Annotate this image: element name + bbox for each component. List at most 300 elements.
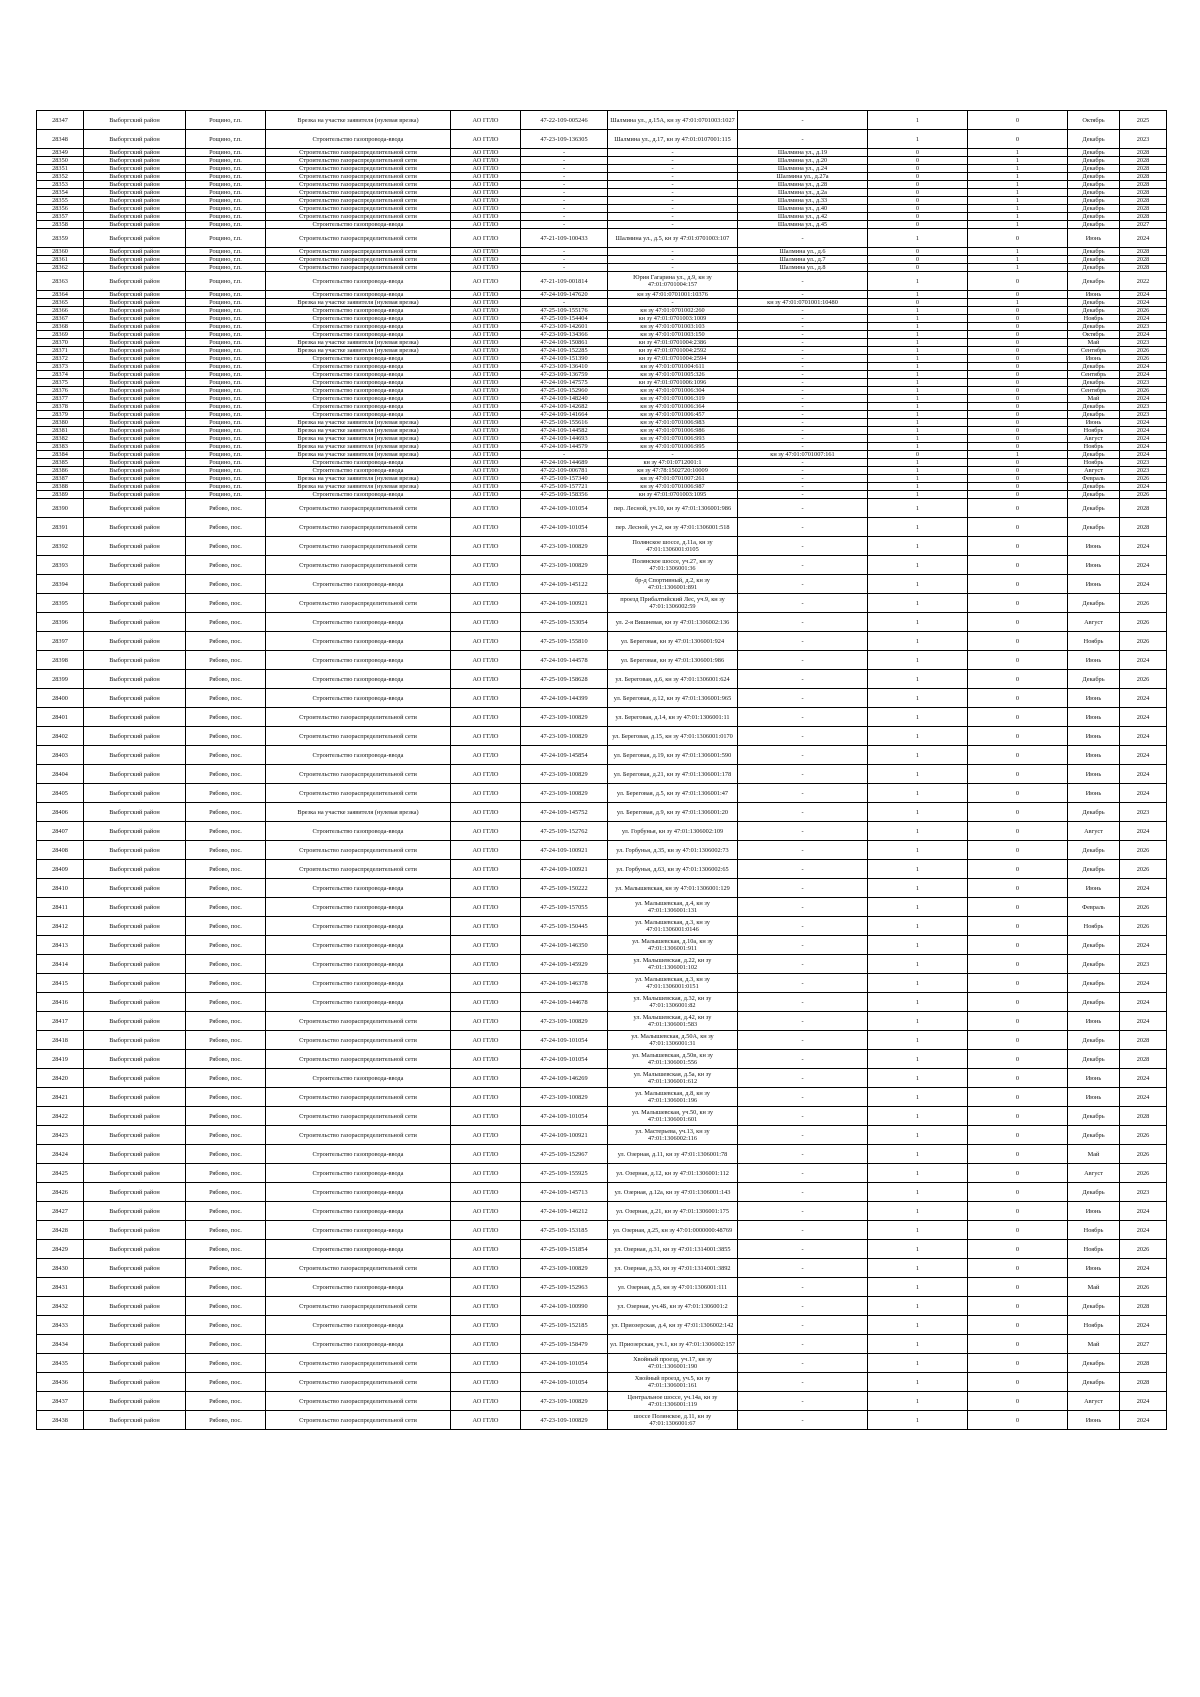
cell-addr1: - xyxy=(608,189,738,197)
cell-settlement: Рябово, пос. xyxy=(186,993,266,1012)
table-row xyxy=(37,213,1167,221)
cell-work: Строительство газораспределительной сети xyxy=(266,765,451,784)
cell-settlement: Рябово, пос. xyxy=(186,1335,266,1354)
cell-contract: 47-23-109-142601 xyxy=(521,323,608,331)
cell-q1: 1 xyxy=(868,1164,968,1183)
cell-addr2: - xyxy=(738,1373,868,1392)
cell-org: АО ГГЛО xyxy=(451,395,521,403)
cell-work: Строительство газораспределительной сети xyxy=(266,229,451,248)
cell-org: АО ГГЛО xyxy=(451,917,521,936)
cell-q2: 0 xyxy=(968,898,1068,917)
cell-id: 28412 xyxy=(37,917,84,936)
cell-q1: 1 xyxy=(868,613,968,632)
cell-year: 2024 xyxy=(1120,575,1167,594)
cell-work: Строительство газопровода-ввода xyxy=(266,387,451,395)
cell-org: АО ГГЛО xyxy=(451,708,521,727)
cell-addr1: кн зу 47:01:0701001:10376 xyxy=(608,291,738,299)
cell-settlement: Рощино, г.п. xyxy=(186,483,266,491)
cell-contract: - xyxy=(521,264,608,272)
cell-id: 28426 xyxy=(37,1183,84,1202)
cell-org: АО ГГЛО xyxy=(451,993,521,1012)
cell-addr1: - xyxy=(608,149,738,157)
cell-work: Врезка на участке заявителя (нулевая врезка) xyxy=(266,803,451,822)
cell-settlement: Рощино, г.п. xyxy=(186,111,266,130)
cell-contract: - xyxy=(521,181,608,189)
cell-work: Строительство газораспределительной сети xyxy=(266,1012,451,1031)
cell-month: Декабрь xyxy=(1068,363,1120,371)
cell-addr2: - xyxy=(738,898,868,917)
cell-year: 2028 xyxy=(1120,264,1167,272)
cell-district: Выборгский район xyxy=(84,1373,186,1392)
cell-settlement: Рощино, г.п. xyxy=(186,299,266,307)
cell-settlement: Рощино, г.п. xyxy=(186,181,266,189)
cell-addr2: - xyxy=(738,993,868,1012)
cell-addr2: - xyxy=(738,1411,868,1430)
cell-q2: 0 xyxy=(968,475,1068,483)
cell-q2: 0 xyxy=(968,1145,1068,1164)
cell-q2: 0 xyxy=(968,841,1068,860)
table-row xyxy=(37,363,1167,371)
cell-work: Строительство газораспределительной сети xyxy=(266,784,451,803)
table-row xyxy=(37,272,1167,291)
cell-addr1: ул. Береговая, д.19, кн зу 47:01:1306001:590 xyxy=(608,746,738,765)
cell-work: Строительство газораспределительной сети xyxy=(266,727,451,746)
cell-settlement: Рябово, пос. xyxy=(186,1373,266,1392)
cell-month: Декабрь xyxy=(1068,149,1120,157)
cell-q1: 1 xyxy=(868,347,968,355)
table-row xyxy=(37,613,1167,632)
cell-work: Строительство газораспределительной сети xyxy=(266,157,451,165)
cell-settlement: Рябово, пос. xyxy=(186,1259,266,1278)
table-row xyxy=(37,1411,1167,1430)
cell-addr1: - xyxy=(608,256,738,264)
table-row xyxy=(37,173,1167,181)
cell-month: Июнь xyxy=(1068,1202,1120,1221)
cell-org: АО ГГЛО xyxy=(451,670,521,689)
cell-month: Ноябрь xyxy=(1068,459,1120,467)
cell-district: Выборгский район xyxy=(84,917,186,936)
cell-org: АО ГГЛО xyxy=(451,841,521,860)
cell-year: 2023 xyxy=(1120,130,1167,149)
cell-q1: 1 xyxy=(868,898,968,917)
cell-id: 28416 xyxy=(37,993,84,1012)
cell-q1: 1 xyxy=(868,307,968,315)
cell-contract: 47-24-109-146269 xyxy=(521,1069,608,1088)
cell-addr1: Шалмина ул., д.15А, кн зу 47:01:0701003:1027 xyxy=(608,111,738,130)
cell-work: Строительство газораспределительной сети xyxy=(266,1373,451,1392)
cell-month: Декабрь xyxy=(1068,483,1120,491)
cell-contract: 47-23-109-100829 xyxy=(521,1392,608,1411)
cell-year: 2024 xyxy=(1120,784,1167,803)
cell-addr1: - xyxy=(608,299,738,307)
cell-addr2: - xyxy=(738,443,868,451)
cell-district: Выборгский район xyxy=(84,331,186,339)
cell-addr2: - xyxy=(738,363,868,371)
cell-addr1: - xyxy=(608,205,738,213)
cell-addr2: - xyxy=(738,1221,868,1240)
cell-id: 28397 xyxy=(37,632,84,651)
cell-work: Строительство газопровода-ввода xyxy=(266,403,451,411)
cell-year: 2024 xyxy=(1120,746,1167,765)
cell-settlement: Рощино, г.п. xyxy=(186,371,266,379)
cell-settlement: Рощино, г.п. xyxy=(186,339,266,347)
cell-district: Выборгский район xyxy=(84,307,186,315)
cell-q1: 1 xyxy=(868,1297,968,1316)
cell-org: АО ГГЛО xyxy=(451,955,521,974)
cell-month: Август xyxy=(1068,467,1120,475)
cell-id: 28432 xyxy=(37,1297,84,1316)
cell-settlement: Рябово, пос. xyxy=(186,594,266,613)
cell-addr2: - xyxy=(738,879,868,898)
cell-year: 2028 xyxy=(1120,1297,1167,1316)
cell-district: Выборгский район xyxy=(84,936,186,955)
cell-district: Выборгский район xyxy=(84,347,186,355)
cell-id: 28400 xyxy=(37,689,84,708)
cell-addr1: ул. Приозерская, д.4, кн зу 47:01:1306002:142 xyxy=(608,1316,738,1335)
cell-contract: 47-25-109-150222 xyxy=(521,879,608,898)
cell-addr1: ул. Малышевская, уч.50, кн зу 47:01:1306001:601 xyxy=(608,1107,738,1126)
cell-addr2: - xyxy=(738,689,868,708)
cell-addr1: ул. Береговая, д.12, кн зу 47:01:1306001:965 xyxy=(608,689,738,708)
cell-addr1: Полянское шоссе, д.11а, кн зу 47:01:1306001:0105 xyxy=(608,537,738,556)
cell-q1: 1 xyxy=(868,746,968,765)
cell-q1: 1 xyxy=(868,803,968,822)
cell-addr1: кн зу 47:01:0701005:326 xyxy=(608,371,738,379)
table-row xyxy=(37,181,1167,189)
cell-id: 28409 xyxy=(37,860,84,879)
cell-year: 2024 xyxy=(1120,974,1167,993)
cell-settlement: Рощино, г.п. xyxy=(186,256,266,264)
cell-q1: 0 xyxy=(868,181,968,189)
cell-year: 2026 xyxy=(1120,475,1167,483)
cell-addr2: Шалмина ул., д.19 xyxy=(738,149,868,157)
cell-district: Выборгский район xyxy=(84,130,186,149)
cell-settlement: Рябово, пос. xyxy=(186,917,266,936)
cell-district: Выборгский район xyxy=(84,1088,186,1107)
cell-id: 28429 xyxy=(37,1240,84,1259)
cell-year: 2023 xyxy=(1120,339,1167,347)
cell-q1: 0 xyxy=(868,451,968,459)
cell-id: 28352 xyxy=(37,173,84,181)
cell-district: Выборгский район xyxy=(84,765,186,784)
cell-q2: 0 xyxy=(968,1088,1068,1107)
cell-settlement: Рябово, пос. xyxy=(186,727,266,746)
cell-settlement: Рябово, пос. xyxy=(186,1050,266,1069)
cell-settlement: Рябово, пос. xyxy=(186,1145,266,1164)
cell-q1: 1 xyxy=(868,1335,968,1354)
cell-district: Выборгский район xyxy=(84,879,186,898)
cell-settlement: Рощино, г.п. xyxy=(186,363,266,371)
cell-district: Выборгский район xyxy=(84,1183,186,1202)
cell-id: 28417 xyxy=(37,1012,84,1031)
cell-q2: 0 xyxy=(968,727,1068,746)
cell-work: Строительство газораспределительной сети xyxy=(266,165,451,173)
cell-settlement: Рябово, пос. xyxy=(186,822,266,841)
cell-contract: 47-24-109-100921 xyxy=(521,841,608,860)
cell-q1: 1 xyxy=(868,411,968,419)
cell-year: 2026 xyxy=(1120,594,1167,613)
cell-addr1: кн зу 47:01:0701006:986 xyxy=(608,427,738,435)
cell-work: Врезка на участке заявителя (нулевая врезка) xyxy=(266,419,451,427)
cell-year: 2028 xyxy=(1120,173,1167,181)
cell-year: 2024 xyxy=(1120,651,1167,670)
cell-addr2: - xyxy=(738,491,868,499)
cell-district: Выборгский район xyxy=(84,632,186,651)
cell-district: Выборгский район xyxy=(84,355,186,363)
cell-settlement: Рощино, г.п. xyxy=(186,189,266,197)
cell-year: 2027 xyxy=(1120,1335,1167,1354)
cell-year: 2024 xyxy=(1120,765,1167,784)
cell-month: Декабрь xyxy=(1068,213,1120,221)
cell-month: Декабрь xyxy=(1068,205,1120,213)
cell-q1: 1 xyxy=(868,1411,968,1430)
cell-work: Строительство газопровода-ввода xyxy=(266,822,451,841)
cell-q1: 0 xyxy=(868,149,968,157)
cell-year: 2024 xyxy=(1120,1202,1167,1221)
cell-addr1: - xyxy=(608,221,738,229)
cell-q1: 1 xyxy=(868,765,968,784)
cell-settlement: Рощино, г.п. xyxy=(186,229,266,248)
cell-org: АО ГГЛО xyxy=(451,403,521,411)
cell-org: АО ГГЛО xyxy=(451,1297,521,1316)
cell-id: 28356 xyxy=(37,205,84,213)
cell-work: Строительство газораспределительной сети xyxy=(266,248,451,256)
cell-district: Выборгский район xyxy=(84,483,186,491)
cell-month: Сентябрь xyxy=(1068,387,1120,395)
cell-year: 2026 xyxy=(1120,841,1167,860)
cell-settlement: Рябово, пос. xyxy=(186,1221,266,1240)
table-row xyxy=(37,395,1167,403)
cell-id: 28387 xyxy=(37,475,84,483)
cell-work: Строительство газораспределительной сети xyxy=(266,1354,451,1373)
cell-id: 28421 xyxy=(37,1088,84,1107)
cell-addr2: Шалмина ул., д.20 xyxy=(738,157,868,165)
cell-addr2: - xyxy=(738,323,868,331)
cell-work: Строительство газопровода-ввода xyxy=(266,379,451,387)
cell-work: Строительство газопровода-ввода xyxy=(266,746,451,765)
cell-month: Август xyxy=(1068,822,1120,841)
cell-org: АО ГГЛО xyxy=(451,307,521,315)
cell-q1: 1 xyxy=(868,860,968,879)
cell-year: 2028 xyxy=(1120,499,1167,518)
cell-month: Июнь xyxy=(1068,419,1120,427)
cell-settlement: Рябово, пос. xyxy=(186,670,266,689)
cell-q2: 0 xyxy=(968,229,1068,248)
cell-year: 2024 xyxy=(1120,291,1167,299)
cell-district: Выборгский район xyxy=(84,491,186,499)
cell-addr1: ул. Приозерская, уч.1, кн зу 47:01:1306002:157 xyxy=(608,1335,738,1354)
cell-settlement: Рощино, г.п. xyxy=(186,395,266,403)
cell-q1: 0 xyxy=(868,189,968,197)
cell-addr2: - xyxy=(738,475,868,483)
cell-q2: 0 xyxy=(968,1373,1068,1392)
cell-org: АО ГГЛО xyxy=(451,213,521,221)
cell-addr2: Шалмина ул., д.28 xyxy=(738,181,868,189)
cell-q2: 0 xyxy=(968,822,1068,841)
cell-month: Декабрь xyxy=(1068,803,1120,822)
cell-year: 2028 xyxy=(1120,1354,1167,1373)
cell-contract: 47-24-109-146212 xyxy=(521,1202,608,1221)
cell-org: АО ГГЛО xyxy=(451,1316,521,1335)
cell-q2: 0 xyxy=(968,689,1068,708)
table-row xyxy=(37,435,1167,443)
cell-settlement: Рощино, г.п. xyxy=(186,491,266,499)
cell-district: Выборгский район xyxy=(84,784,186,803)
cell-addr1: ул. Озерная, д.21, кн зу 47:01:1306001:175 xyxy=(608,1202,738,1221)
cell-id: 28401 xyxy=(37,708,84,727)
table-row xyxy=(37,307,1167,315)
cell-settlement: Рощино, г.п. xyxy=(186,272,266,291)
cell-addr1: - xyxy=(608,264,738,272)
cell-id: 28407 xyxy=(37,822,84,841)
table-row xyxy=(37,974,1167,993)
cell-id: 28360 xyxy=(37,248,84,256)
cell-year: 2026 xyxy=(1120,1145,1167,1164)
cell-year: 2022 xyxy=(1120,272,1167,291)
table-row xyxy=(37,746,1167,765)
cell-contract: 47-23-109-100829 xyxy=(521,1088,608,1107)
cell-id: 28347 xyxy=(37,111,84,130)
cell-addr2: Шалмина ул., д.8 xyxy=(738,264,868,272)
cell-month: Декабрь xyxy=(1068,936,1120,955)
cell-q2: 0 xyxy=(968,575,1068,594)
cell-q2: 0 xyxy=(968,331,1068,339)
cell-addr2: - xyxy=(738,670,868,689)
cell-q1: 1 xyxy=(868,955,968,974)
cell-q1: 1 xyxy=(868,1107,968,1126)
cell-id: 28422 xyxy=(37,1107,84,1126)
cell-id: 28348 xyxy=(37,130,84,149)
cell-settlement: Рощино, г.п. xyxy=(186,427,266,435)
cell-contract: 47-23-109-136410 xyxy=(521,363,608,371)
cell-addr1: кн зу 47:01:0701006:319 xyxy=(608,395,738,403)
cell-org: АО ГГЛО xyxy=(451,1012,521,1031)
cell-district: Выборгский район xyxy=(84,111,186,130)
cell-id: 28370 xyxy=(37,339,84,347)
cell-work: Строительство газораспределительной сети xyxy=(266,708,451,727)
cell-id: 28355 xyxy=(37,197,84,205)
table-row xyxy=(37,451,1167,459)
cell-id: 28363 xyxy=(37,272,84,291)
cell-work: Строительство газораспределительной сети xyxy=(266,264,451,272)
cell-addr1: ул. Малышевская, д.50в, кн зу 47:01:1306001:556 xyxy=(608,1050,738,1069)
cell-addr1: ул. Озерная, д.12, кн зу 47:01:1306001:112 xyxy=(608,1164,738,1183)
cell-id: 28404 xyxy=(37,765,84,784)
cell-q2: 1 xyxy=(968,165,1068,173)
cell-month: Февраль xyxy=(1068,898,1120,917)
cell-addr1: пер. Лесной, уч.2, кн зу 47:01:1306001:518 xyxy=(608,518,738,537)
cell-year: 2024 xyxy=(1120,936,1167,955)
cell-q1: 1 xyxy=(868,575,968,594)
cell-month: Сентябрь xyxy=(1068,371,1120,379)
cell-district: Выборгский район xyxy=(84,1354,186,1373)
cell-work: Строительство газопровода-ввода xyxy=(266,993,451,1012)
cell-addr1: ул. Береговая, д.14, кн зу 47:01:1306001:11 xyxy=(608,708,738,727)
cell-org: АО ГГЛО xyxy=(451,1373,521,1392)
cell-addr2: - xyxy=(738,955,868,974)
cell-work: Врезка на участке заявителя (нулевая врезка) xyxy=(266,427,451,435)
cell-q1: 1 xyxy=(868,727,968,746)
cell-addr2: - xyxy=(738,1031,868,1050)
cell-org: АО ГГЛО xyxy=(451,467,521,475)
cell-year: 2024 xyxy=(1120,1012,1167,1031)
cell-work: Строительство газопровода-ввода xyxy=(266,1202,451,1221)
cell-year: 2024 xyxy=(1120,879,1167,898)
cell-q2: 0 xyxy=(968,1411,1068,1430)
table-row xyxy=(37,205,1167,213)
cell-month: Май xyxy=(1068,1278,1120,1297)
cell-district: Выборгский район xyxy=(84,427,186,435)
cell-month: Июнь xyxy=(1068,355,1120,363)
cell-month: Июнь xyxy=(1068,229,1120,248)
cell-month: Июнь xyxy=(1068,1259,1120,1278)
cell-q2: 0 xyxy=(968,1221,1068,1240)
cell-addr2: кн зу 47:01:0701007:161 xyxy=(738,451,868,459)
cell-addr2: Шалмина ул., д.40 xyxy=(738,205,868,213)
cell-year: 2028 xyxy=(1120,213,1167,221)
cell-settlement: Рябово, пос. xyxy=(186,784,266,803)
cell-contract: 47-23-109-100829 xyxy=(521,537,608,556)
cell-district: Выборгский район xyxy=(84,419,186,427)
cell-addr2: - xyxy=(738,575,868,594)
cell-contract: 47-24-109-150861 xyxy=(521,339,608,347)
cell-q2: 0 xyxy=(968,411,1068,419)
cell-year: 2028 xyxy=(1120,518,1167,537)
cell-id: 28434 xyxy=(37,1335,84,1354)
cell-id: 28364 xyxy=(37,291,84,299)
cell-month: Август xyxy=(1068,1392,1120,1411)
table-row xyxy=(37,339,1167,347)
table-row xyxy=(37,165,1167,173)
cell-org: АО ГГЛО xyxy=(451,205,521,213)
cell-settlement: Рябово, пос. xyxy=(186,841,266,860)
cell-work: Строительство газопровода-ввода xyxy=(266,130,451,149)
cell-contract: 47-24-109-101054 xyxy=(521,1373,608,1392)
cell-district: Выборгский район xyxy=(84,411,186,419)
cell-contract: 47-24-109-151390 xyxy=(521,355,608,363)
cell-work: Строительство газораспределительной сети xyxy=(266,1297,451,1316)
cell-year: 2023 xyxy=(1120,323,1167,331)
cell-year: 2024 xyxy=(1120,451,1167,459)
cell-q1: 1 xyxy=(868,1202,968,1221)
cell-q2: 0 xyxy=(968,130,1068,149)
cell-contract: - xyxy=(521,451,608,459)
cell-district: Выборгский район xyxy=(84,1335,186,1354)
cell-addr2: - xyxy=(738,1354,868,1373)
cell-settlement: Рябово, пос. xyxy=(186,575,266,594)
cell-settlement: Рощино, г.п. xyxy=(186,411,266,419)
cell-q2: 1 xyxy=(968,221,1068,229)
cell-addr1: ул. Береговая, д.15, кн зу 47:01:1306001:0170 xyxy=(608,727,738,746)
cell-addr1: Центральное шоссе, уч.14а, кн зу 47:01:1306001:119 xyxy=(608,1392,738,1411)
cell-year: 2023 xyxy=(1120,459,1167,467)
cell-contract: 47-25-109-153054 xyxy=(521,613,608,632)
cell-month: Декабрь xyxy=(1068,403,1120,411)
cell-contract: 47-24-109-100921 xyxy=(521,1126,608,1145)
cell-settlement: Рябово, пос. xyxy=(186,518,266,537)
cell-id: 28392 xyxy=(37,537,84,556)
cell-addr2: - xyxy=(738,229,868,248)
cell-q1: 0 xyxy=(868,299,968,307)
cell-settlement: Рощино, г.п. xyxy=(186,467,266,475)
cell-id: 28366 xyxy=(37,307,84,315)
cell-addr1: кн зу 47:01:0712001:1 xyxy=(608,459,738,467)
cell-q2: 0 xyxy=(968,1278,1068,1297)
cell-addr2: - xyxy=(738,746,868,765)
table-row xyxy=(37,331,1167,339)
cell-addr2: - xyxy=(738,974,868,993)
cell-month: Май xyxy=(1068,1335,1120,1354)
